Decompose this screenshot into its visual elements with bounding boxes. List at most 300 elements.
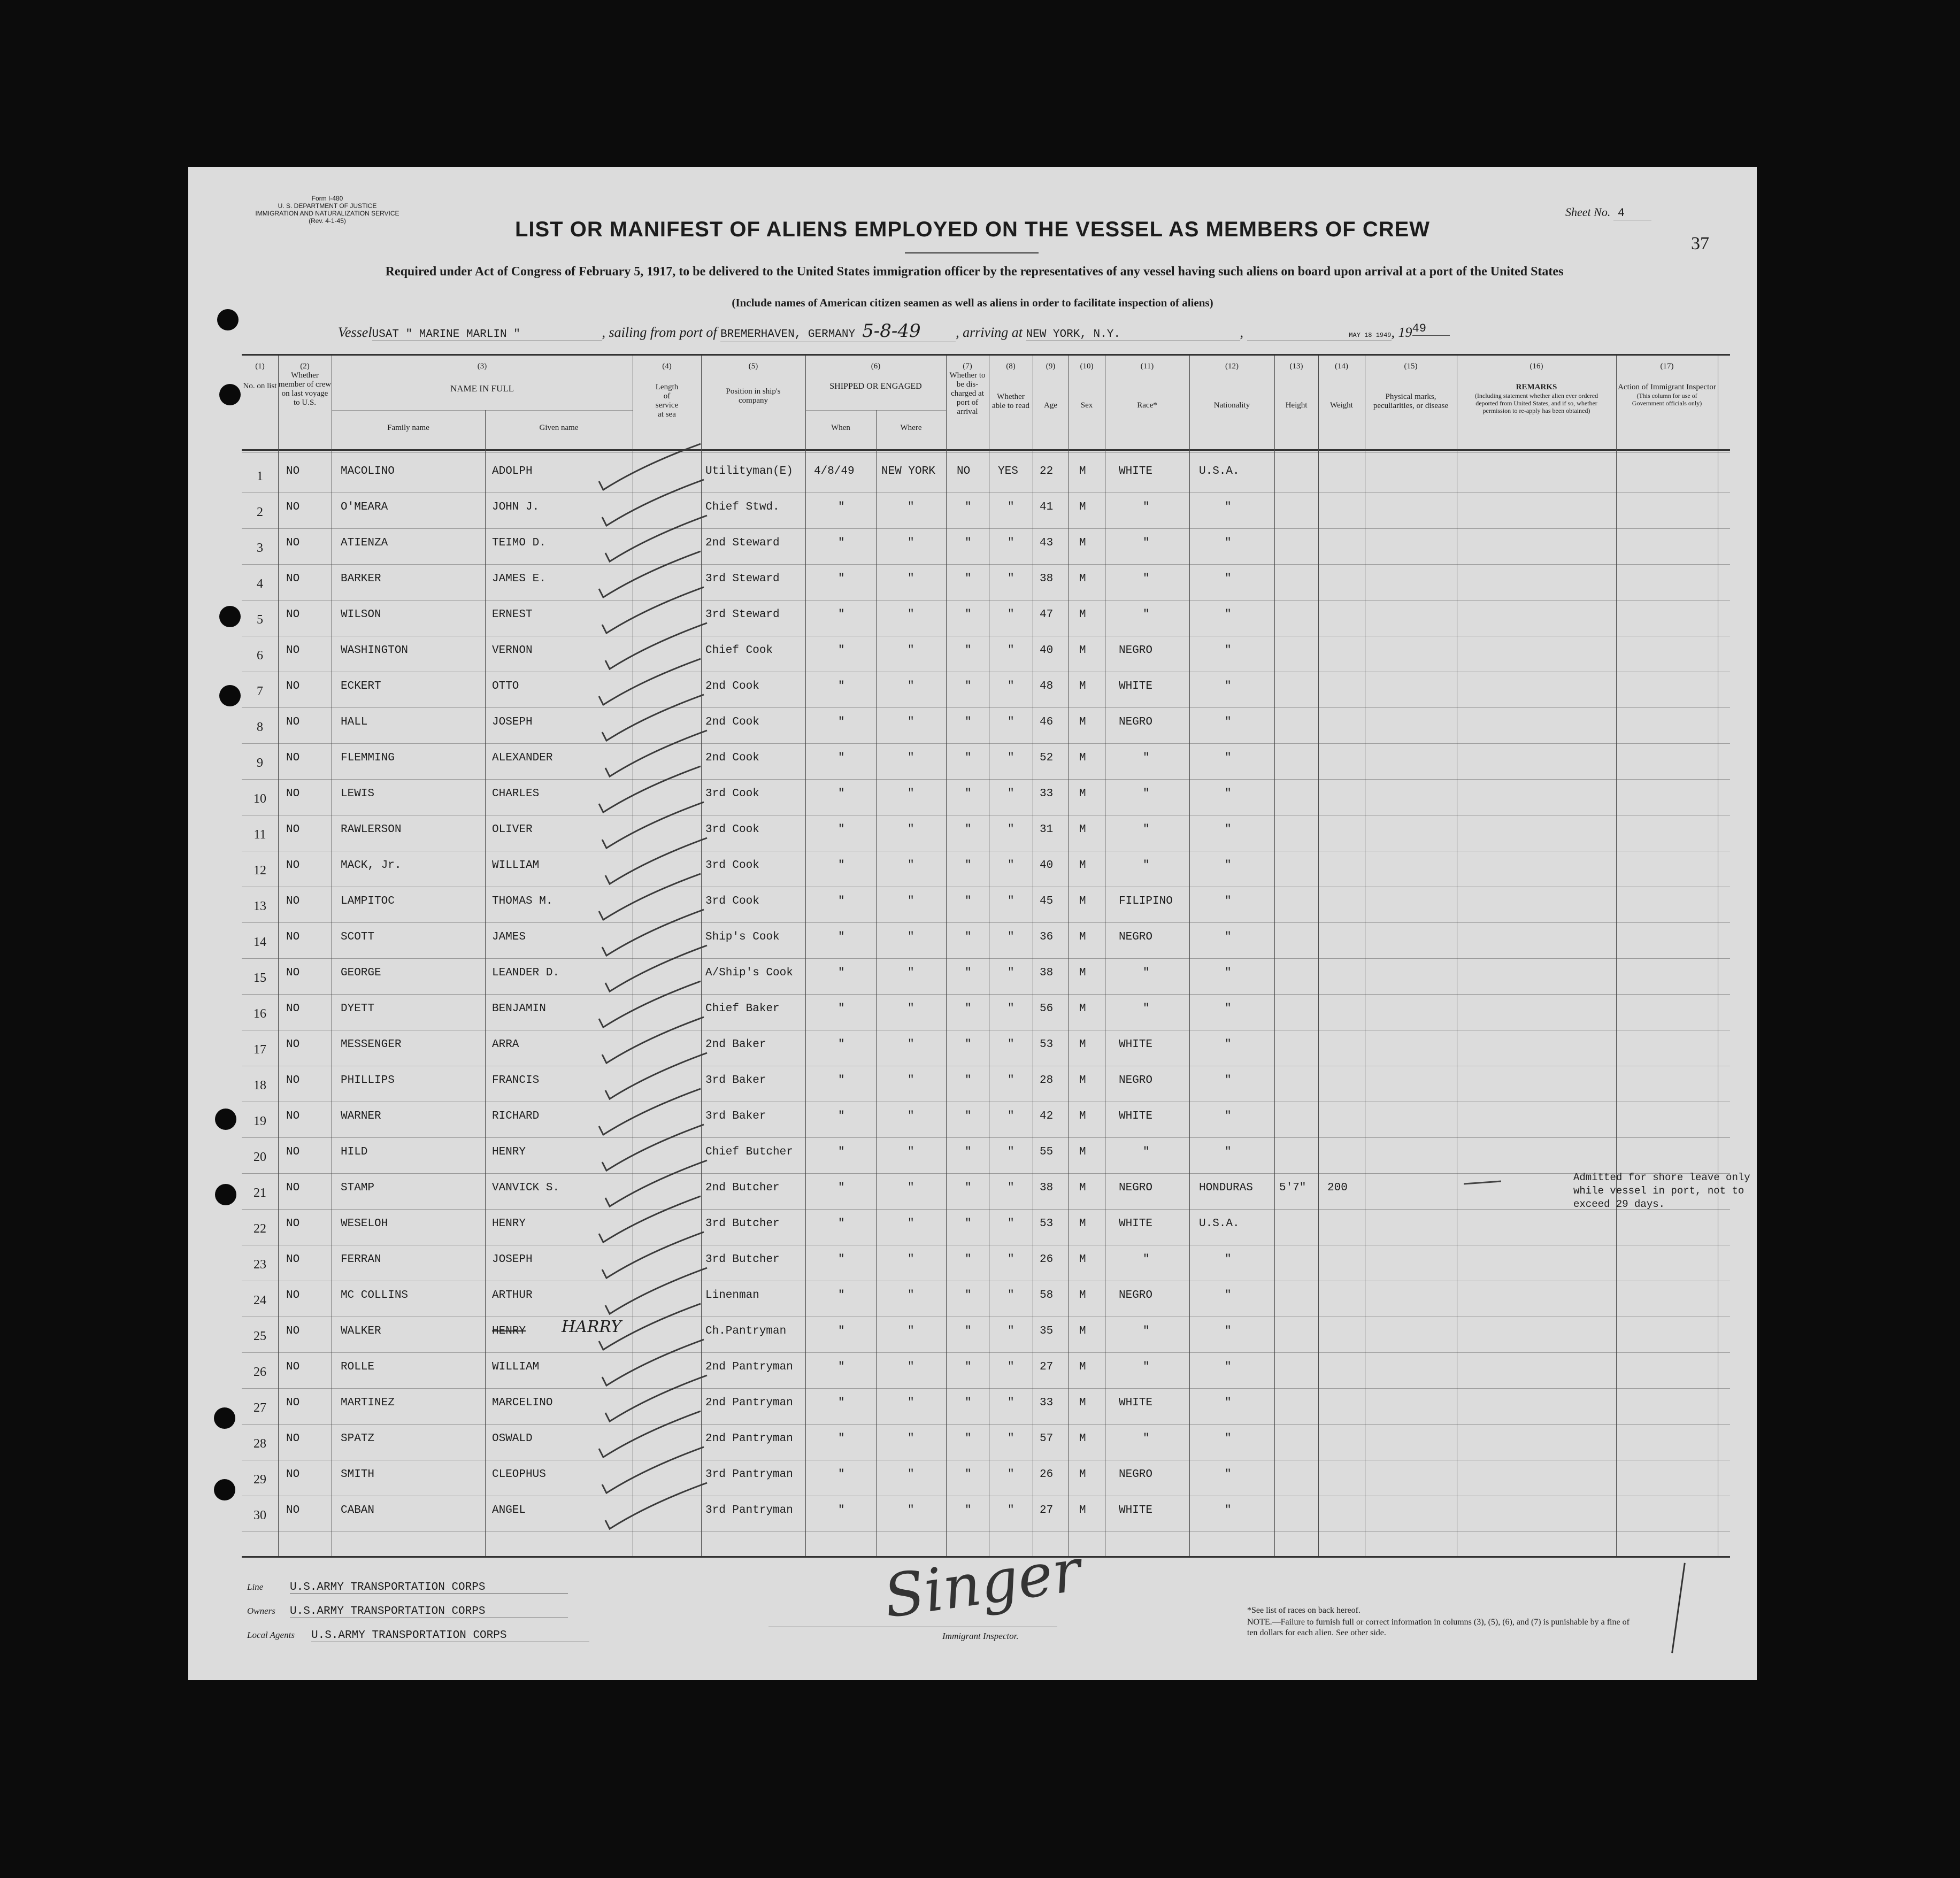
cell-where: " [908, 501, 914, 513]
row-number: 26 [253, 1365, 266, 1379]
row-number: 1 [257, 470, 263, 483]
cell-family: DYETT [341, 1003, 375, 1015]
header-num: (5) [748, 362, 758, 371]
cell-race: " [1143, 1253, 1150, 1266]
cell-disch: " [965, 967, 972, 979]
cell-last: NO [286, 609, 300, 621]
header-label: Weight [1330, 401, 1353, 410]
cell-nat: " [1225, 1289, 1232, 1302]
cell-race: " [1143, 752, 1150, 764]
cell-given: OTTO [492, 680, 519, 692]
cell-given: JAMES E. [492, 573, 546, 585]
cell-nat: " [1225, 823, 1232, 836]
cell-family: SCOTT [341, 931, 375, 943]
cell-read: " [1008, 1468, 1014, 1481]
form-number: Form I-480 [311, 195, 343, 202]
row-number: 27 [253, 1401, 266, 1415]
cell-last: NO [286, 1038, 300, 1051]
form-revision: (Rev. 4-1-45) [309, 217, 346, 225]
cell-where: " [908, 609, 914, 621]
ink-stroke [1671, 1563, 1686, 1653]
header-num: (13) [1289, 362, 1303, 371]
check-mark [602, 480, 704, 526]
cell-sex: M [1079, 1397, 1086, 1409]
cell-position: 3rd Steward [705, 573, 780, 585]
cell-disch: " [965, 895, 972, 907]
cell-sex: M [1079, 716, 1086, 728]
arrival-stamp: MAY 18 1949 [1349, 332, 1392, 339]
cell-sex: M [1079, 1468, 1086, 1481]
cell-last: NO [286, 1325, 300, 1337]
sheet-number-value: 4 [1613, 206, 1651, 220]
check-mark [602, 1017, 704, 1063]
cell-family: FLEMMING [341, 752, 395, 764]
cell-last: NO [286, 752, 300, 764]
cell-read: " [1008, 537, 1014, 549]
cell-where: " [908, 895, 914, 907]
cell-family: WALKER [341, 1325, 381, 1337]
cell-position: A/Ship's Cook [705, 967, 793, 979]
footer-line [247, 1581, 568, 1594]
cell-race: " [1143, 967, 1150, 979]
row-number: 28 [253, 1437, 266, 1451]
cell-given: JOSEPH [492, 716, 533, 728]
vessel-label: Vessel [338, 325, 372, 340]
cell-race: WHITE [1119, 465, 1153, 478]
cell-position: 2nd Steward [705, 537, 780, 549]
cell-sex: M [1079, 1182, 1086, 1194]
owners-value: U.S.ARMY TRANSPORTATION CORPS [290, 1605, 568, 1618]
cell-where: " [908, 1038, 914, 1051]
check-mark [602, 1125, 704, 1171]
cell-weight: 200 [1327, 1182, 1348, 1194]
cell-last: NO [286, 1218, 300, 1230]
cell-sex: M [1079, 1110, 1086, 1122]
cell-position: Utilityman(E) [705, 465, 793, 478]
cell-nat: " [1225, 680, 1232, 692]
header-label: Length of service at sea [655, 383, 679, 419]
cell-age: 26 [1040, 1253, 1054, 1266]
cell-nat: " [1225, 537, 1232, 549]
header-when: When [831, 424, 850, 432]
cell-nat: " [1225, 644, 1232, 657]
cell-position: 2nd Pantryman [705, 1433, 793, 1445]
cell-family: ROLLE [341, 1361, 375, 1373]
header-num: (8) [1006, 362, 1016, 371]
cell-where: " [908, 644, 914, 657]
cell-given: VERNON [492, 644, 533, 657]
owners-label: Owners [247, 1606, 275, 1616]
cell-read: " [1008, 859, 1014, 872]
header-label: Age [1044, 401, 1057, 410]
cell-family: GEORGE [341, 967, 381, 979]
cell-sex: M [1079, 680, 1086, 692]
cell-when: " [838, 859, 845, 872]
cell-age: 47 [1040, 609, 1054, 621]
cell-last: NO [286, 1504, 300, 1517]
cell-where: " [908, 1289, 914, 1302]
cell-disch: " [965, 609, 972, 621]
port-from: BREMERHAVEN, GERMANY [720, 328, 856, 341]
cell-when: " [838, 1218, 845, 1230]
cell-race: " [1143, 1433, 1150, 1445]
cell-position: 3rd Pantryman [705, 1504, 793, 1517]
cell-sex: M [1079, 931, 1086, 943]
punch-hole [215, 1109, 236, 1130]
cell-when: " [838, 537, 845, 549]
cell-height: 5'7" [1279, 1182, 1306, 1194]
cell-where: " [908, 1361, 914, 1373]
cell-position: 3rd Baker [705, 1074, 766, 1087]
cell-age: 31 [1040, 823, 1054, 836]
page-subtitle-note: (Include names of American citizen seamen as well as aliens in order to facilitate inspection of aliens) [732, 296, 1213, 309]
cell-nat: " [1225, 501, 1232, 513]
cell-family: O'MEARA [341, 501, 388, 513]
row-number: 3 [257, 541, 263, 555]
cell-nat: " [1225, 1433, 1232, 1445]
cell-disch: " [965, 680, 972, 692]
cell-where: " [908, 1253, 914, 1266]
cell-when: " [838, 716, 845, 728]
cell-given: ARRA [492, 1038, 519, 1051]
row-number: 25 [253, 1329, 266, 1343]
header-label: Nationality [1213, 401, 1250, 410]
manifest-sheet [188, 167, 1757, 1680]
cell-race: " [1143, 1325, 1150, 1337]
cell-given: WILLIAM [492, 859, 540, 872]
row-number: 30 [253, 1508, 266, 1522]
header-num: (9) [1046, 362, 1056, 371]
cell-when: " [838, 895, 845, 907]
cell-race: WHITE [1119, 1504, 1153, 1517]
cell-when: " [838, 1468, 845, 1481]
row-number: 5 [257, 613, 263, 627]
row-number: 15 [253, 971, 266, 985]
cell-race: " [1143, 788, 1150, 800]
cell-race: NEGRO [1119, 1289, 1153, 1302]
cell-nat: " [1225, 1038, 1232, 1051]
cell-nat: " [1225, 1468, 1232, 1481]
cell-family: MARTINEZ [341, 1397, 395, 1409]
cell-position: Chief Stwd. [705, 501, 780, 513]
cell-disch: " [965, 537, 972, 549]
cell-when: " [838, 1038, 845, 1051]
cell-when: " [838, 1361, 845, 1373]
cell-last: NO [286, 1146, 300, 1158]
cell-when: " [838, 1433, 845, 1445]
cell-nat: " [1225, 1397, 1232, 1409]
cell-where: " [908, 1110, 914, 1122]
row-number: 29 [253, 1473, 266, 1487]
cell-age: 38 [1040, 967, 1054, 979]
cell-read: " [1008, 1146, 1014, 1158]
row-number: 9 [257, 756, 263, 770]
row-number: 2 [257, 505, 263, 519]
cell-position: 3rd Baker [705, 1110, 766, 1122]
cell-when: " [838, 967, 845, 979]
cell-position: 3rd Cook [705, 895, 759, 907]
cell-race: WHITE [1119, 1110, 1153, 1122]
cell-race: " [1143, 537, 1150, 549]
cell-where: " [908, 1397, 914, 1409]
cell-given: LEANDER D. [492, 967, 560, 979]
cell-where: " [908, 537, 914, 549]
cell-when: " [838, 1504, 845, 1517]
cell-last: NO [286, 644, 300, 657]
cell-read: " [1008, 1433, 1014, 1445]
check-mark [602, 1232, 704, 1278]
cell-last: NO [286, 680, 300, 692]
cell-last: NO [286, 1253, 300, 1266]
failure-note: NOTE.—Failure to furnish full or correct information in columns (3), (5), (6), and (7) is punishable by a fine of ten dollars for each alien. See other side. [1247, 1618, 1630, 1637]
cell-last: NO [286, 1361, 300, 1373]
cell-age: 57 [1040, 1433, 1054, 1445]
header-num: (2) [300, 362, 310, 371]
cell-race: " [1143, 1003, 1150, 1015]
cell-given: CLEOPHUS [492, 1468, 546, 1481]
cell-last: NO [286, 1003, 300, 1015]
cell-given: ADOLPH [492, 465, 533, 478]
cell-disch: " [965, 1110, 972, 1122]
cell-sex: M [1079, 1146, 1086, 1158]
cell-age: 38 [1040, 1182, 1054, 1194]
cell-age: 40 [1040, 644, 1054, 657]
cell-when: " [838, 1397, 845, 1409]
cell-when: " [838, 609, 845, 621]
cell-when: " [838, 823, 845, 836]
cell-last: NO [286, 1182, 300, 1194]
cell-read: " [1008, 967, 1014, 979]
cell-read: " [1008, 1218, 1014, 1230]
cell-sex: M [1079, 823, 1086, 836]
cell-given: RICHARD [492, 1110, 540, 1122]
cell-family: MACK, Jr. [341, 859, 402, 872]
row-number: 24 [253, 1294, 266, 1307]
row-number: 23 [253, 1258, 266, 1272]
cell-position: 2nd Cook [705, 752, 759, 764]
header-label: REMARKS [1516, 383, 1557, 391]
cell-read: " [1008, 895, 1014, 907]
cell-last: NO [286, 465, 300, 478]
line-value: U.S.ARMY TRANSPORTATION CORPS [290, 1581, 568, 1594]
cell-age: 43 [1040, 537, 1054, 549]
cell-read: " [1008, 1003, 1014, 1015]
cell-read: " [1008, 680, 1014, 692]
cell-last: NO [286, 967, 300, 979]
cell-when: " [838, 1003, 845, 1015]
cell-family: MESSENGER [341, 1038, 402, 1051]
cell-given: OSWALD [492, 1433, 533, 1445]
cell-when: " [838, 1110, 845, 1122]
cell-disch: " [965, 823, 972, 836]
header-num: (6) [871, 362, 881, 371]
cell-age: 48 [1040, 680, 1054, 692]
cell-age: 41 [1040, 501, 1054, 513]
cell-read: " [1008, 501, 1014, 513]
cell-family: WASHINGTON [341, 644, 409, 657]
header-label: Position in ship's company [726, 387, 781, 405]
cell-read: " [1008, 1074, 1014, 1087]
cell-where: " [908, 1218, 914, 1230]
cell-last: NO [286, 859, 300, 872]
cell-where: " [908, 931, 914, 943]
cell-nat: " [1225, 1110, 1232, 1122]
cell-when: " [838, 680, 845, 692]
cell-age: 52 [1040, 752, 1054, 764]
row-number: 21 [253, 1186, 266, 1200]
header-where: Where [900, 424, 922, 432]
remark-line: Admitted for shore leave only [1573, 1172, 1750, 1183]
cell-race: NEGRO [1119, 1468, 1153, 1481]
cell-sex: M [1079, 1038, 1086, 1051]
cell-sex: M [1079, 465, 1086, 478]
cell-given: VANVICK S. [492, 1182, 560, 1194]
cell-position: 2nd Baker [705, 1038, 766, 1051]
cell-where: " [908, 716, 914, 728]
cell-disch: " [965, 644, 972, 657]
row-number: 11 [253, 828, 266, 842]
races-note: *See list of races on back hereof. [1247, 1606, 1361, 1615]
cell-read: " [1008, 1253, 1014, 1266]
cell-where: " [908, 859, 914, 872]
cell-given: ANGEL [492, 1504, 526, 1517]
cell-given: CHARLES [492, 788, 540, 800]
cell-last: NO [286, 1468, 300, 1481]
cell-race: NEGRO [1119, 931, 1153, 943]
cell-family: RAWLERSON [341, 823, 402, 836]
cell-disch: " [965, 1397, 972, 1409]
cell-disch: " [965, 1325, 972, 1337]
cell-disch: " [965, 501, 972, 513]
header-label: Height [1285, 401, 1308, 410]
cell-sex: M [1079, 1003, 1086, 1015]
cell-read: " [1008, 609, 1014, 621]
cell-disch: " [965, 1433, 972, 1445]
cell-sex: M [1079, 1289, 1086, 1302]
footer-owners [247, 1605, 568, 1618]
agents-value: U.S.ARMY TRANSPORTATION CORPS [311, 1629, 589, 1642]
cell-position: Ch.Pantryman [705, 1325, 787, 1337]
cell-age: 26 [1040, 1468, 1054, 1481]
cell-given: WILLIAM [492, 1361, 540, 1373]
row-number: 20 [253, 1150, 266, 1164]
row-number: 4 [257, 577, 263, 591]
sailing-label: , sailing from port of [602, 325, 717, 340]
header-label: NAME IN FULL [450, 383, 514, 394]
cell-given: ARTHUR [492, 1289, 533, 1302]
cell-disch: " [965, 752, 972, 764]
cell-nat: " [1225, 752, 1232, 764]
cell-disch: " [965, 931, 972, 943]
cell-race: NEGRO [1119, 716, 1153, 728]
cell-family: WARNER [341, 1110, 381, 1122]
cell-when: " [838, 1289, 845, 1302]
arriving-label: , arriving at [956, 325, 1023, 340]
cell-position: 3rd Butcher [705, 1218, 780, 1230]
cell-position: 3rd Cook [705, 823, 759, 836]
cell-race: " [1143, 823, 1150, 836]
cell-family: MC COLLINS [341, 1289, 409, 1302]
cell-where: " [908, 752, 914, 764]
cell-disch: " [965, 788, 972, 800]
cell-nat: " [1225, 1325, 1232, 1337]
cell-when: " [838, 1146, 845, 1158]
cell-read: " [1008, 1504, 1014, 1517]
cell-sex: M [1079, 1218, 1086, 1230]
vessel-name: USAT " MARINE MARLIN " [372, 328, 602, 341]
cell-nat: " [1225, 609, 1232, 621]
cell-where: " [908, 1146, 914, 1158]
header-num: (4) [662, 362, 672, 371]
cell-position: 3rd Cook [705, 859, 759, 872]
cell-given: JOSEPH [492, 1253, 533, 1266]
cell-race: WHITE [1119, 1218, 1153, 1230]
punch-hole [214, 1407, 235, 1429]
cell-last: NO [286, 537, 300, 549]
row-number: 19 [253, 1114, 266, 1128]
cell-family: CABAN [341, 1504, 375, 1517]
cell-family: HALL [341, 716, 368, 728]
cell-where: " [908, 1468, 914, 1481]
cell-sex: M [1079, 895, 1086, 907]
punch-hole [217, 309, 239, 330]
cell-last: NO [286, 1397, 300, 1409]
cell-read: " [1008, 823, 1014, 836]
cell-given: MARCELINO [492, 1397, 553, 1409]
cell-position: 3rd Pantryman [705, 1468, 793, 1481]
cell-race: " [1143, 573, 1150, 585]
cell-given: FRANCIS [492, 1074, 540, 1087]
header-label: Physical marks, peculiarities, or disease [1373, 392, 1449, 410]
cell-family: ECKERT [341, 680, 381, 692]
cell-age: 33 [1040, 788, 1054, 800]
cell-nat: " [1225, 895, 1232, 907]
cell-sex: M [1079, 537, 1086, 549]
cell-when: " [838, 501, 845, 513]
cell-race: " [1143, 1361, 1150, 1373]
row-number: 7 [257, 684, 263, 698]
row-number: 12 [253, 864, 266, 878]
header-label: Whether able to read [992, 392, 1029, 410]
cell-disch: " [965, 573, 972, 585]
punch-hole [219, 384, 241, 405]
cell-disch: " [965, 1038, 972, 1051]
check-marks [242, 356, 1730, 1556]
punch-hole [215, 1184, 236, 1205]
cell-race: NEGRO [1119, 1182, 1153, 1194]
cell-where: " [908, 1433, 914, 1445]
cell-read: " [1008, 1397, 1014, 1409]
cell-family: HILD [341, 1146, 368, 1158]
inspector-signature: Singer [879, 1535, 1085, 1631]
cell-nat: " [1225, 573, 1232, 585]
cell-family: PHILLIPS [341, 1074, 395, 1087]
cell-age: 55 [1040, 1146, 1054, 1158]
cell-given: JOHN J. [492, 501, 540, 513]
cell-age: 53 [1040, 1038, 1054, 1051]
cell-position: 2nd Butcher [705, 1182, 780, 1194]
cell-given: HENRY [492, 1325, 526, 1337]
cell-where: NEW YORK [881, 465, 935, 478]
check-mark [602, 1340, 704, 1386]
header-num: (16) [1529, 362, 1543, 371]
cell-read: " [1008, 1182, 1014, 1194]
cell-race: " [1143, 609, 1150, 621]
cell-family: SPATZ [341, 1433, 375, 1445]
cell-nat: " [1225, 716, 1232, 728]
row-number: 6 [257, 649, 263, 663]
cell-nat: " [1225, 1146, 1232, 1158]
